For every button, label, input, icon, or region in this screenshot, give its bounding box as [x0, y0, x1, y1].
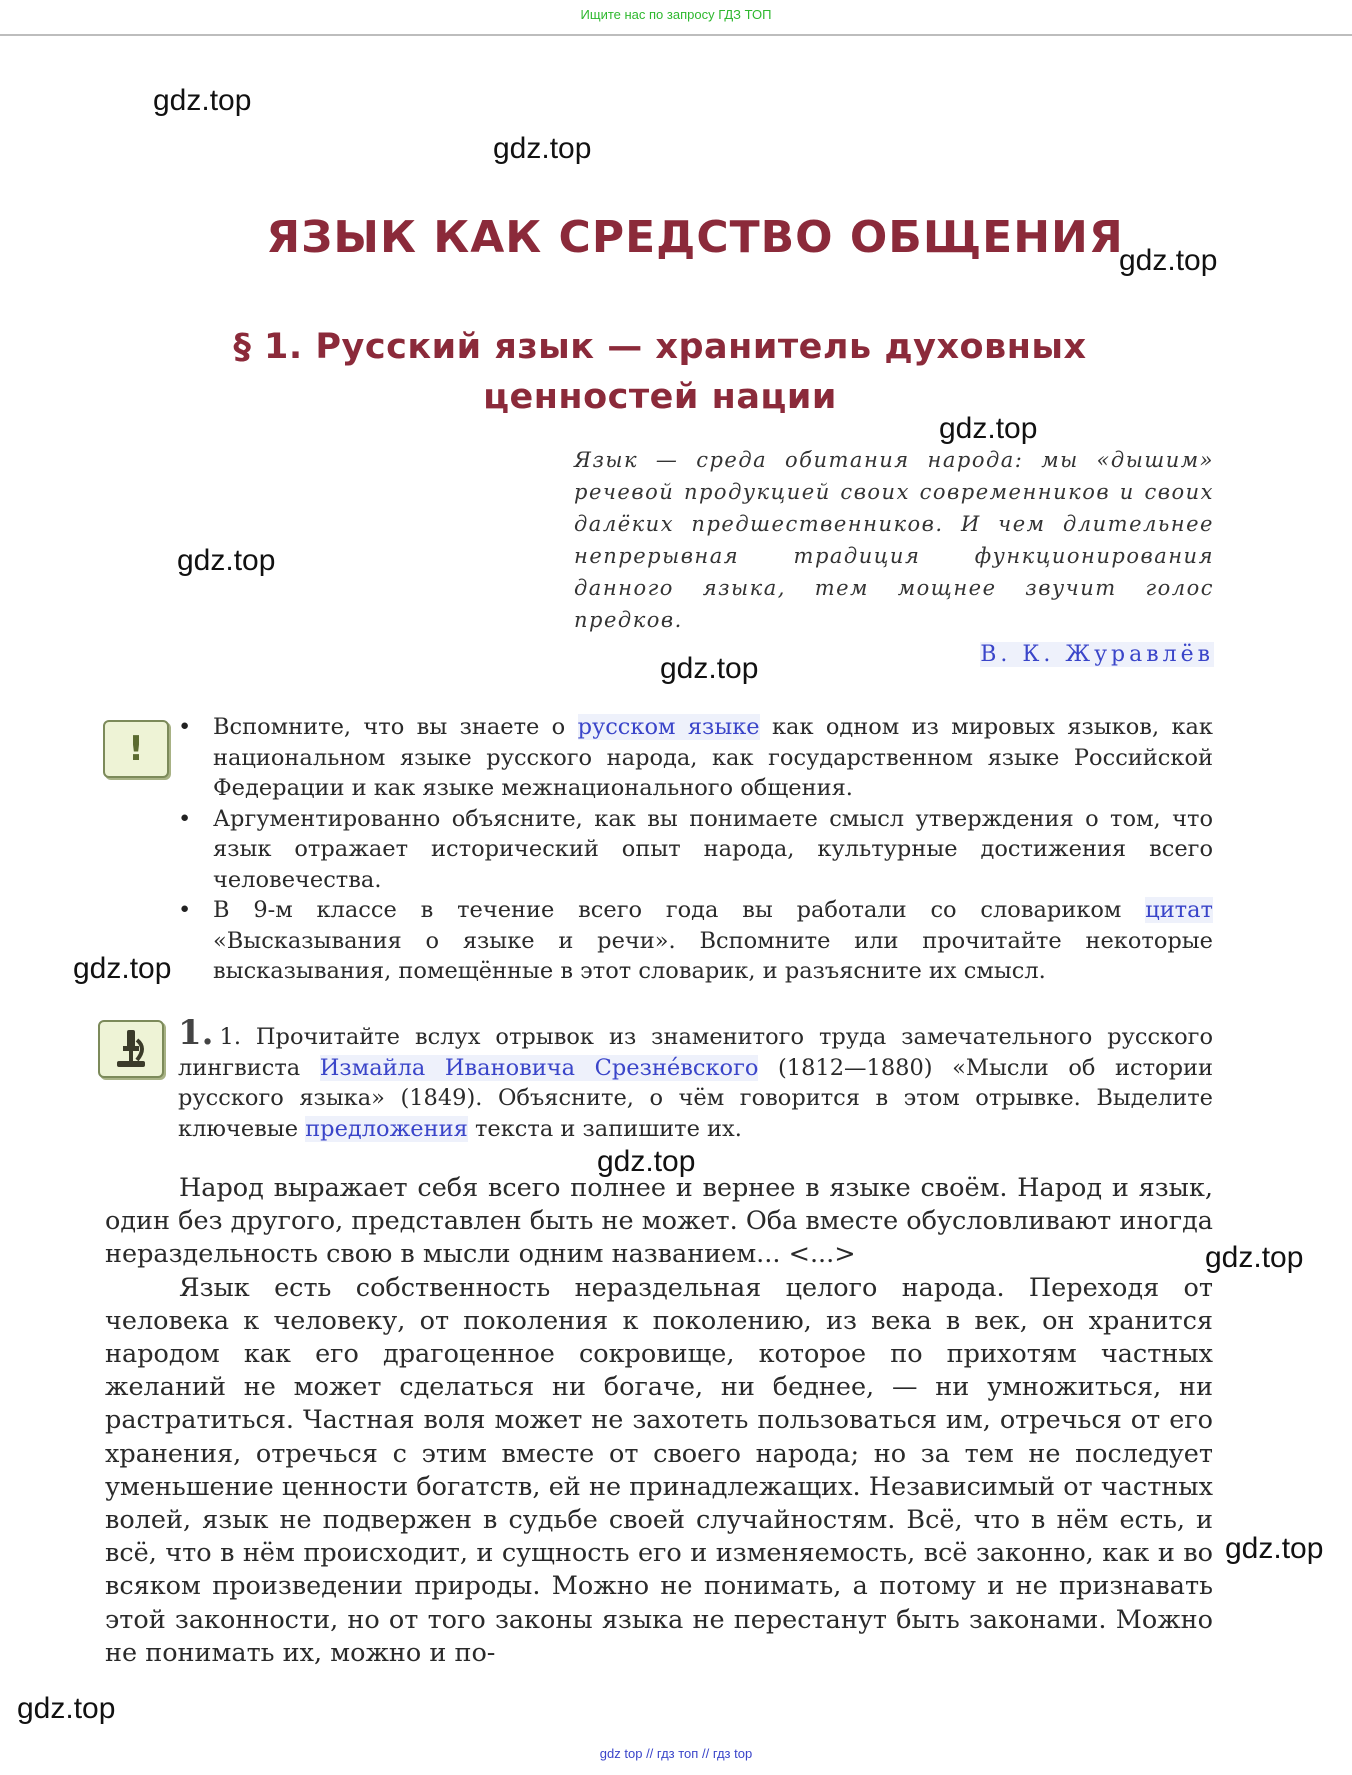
watermark: gdz.top: [177, 544, 276, 577]
watermark: gdz.top: [597, 1145, 696, 1178]
reading-passage: [105, 1172, 1213, 1670]
question-list: [178, 712, 1213, 987]
watermark: gdz.top: [1205, 1241, 1304, 1274]
footer-link[interactable]: гдз топ: [656, 1746, 699, 1761]
link-russian-language[interactable]: русском языке: [577, 714, 760, 740]
chapter-title: ЯЗЫК КАК СРЕДСТВО ОБЩЕНИЯ: [266, 212, 1124, 263]
watermark: gdz.top: [153, 84, 252, 117]
watermark: gdz.top: [493, 132, 592, 165]
task-1: 1. 1. Прочитайте вслух отрывок из знаменитого труда замечательного русского лингвиста Измайла Ивановича Срезне́вского (1812—1880) «Мысли об истории русского языка» (1849). Объясните, о чём говорится в этом отрывке. Выделите ключевые предложения текста и запишите их.: [178, 1013, 1213, 1142]
watermark: gdz.top: [17, 1692, 116, 1725]
watermark: gdz.top: [939, 412, 1038, 445]
footer-links: gdz top // гдз топ // гдз top: [599, 1746, 753, 1761]
attention-icon-glyph: !: [128, 729, 144, 769]
list-item: • Аргументированно объясните, как вы понимаете смысл утверждения о том, что язык отражает исторический опыт народа, культурные достижения всего человечества.: [178, 804, 1213, 896]
top-banner[interactable]: Ищите нас по запросу ГДЗ ТОП: [0, 0, 1352, 36]
microscope-icon: [98, 1020, 164, 1078]
passage-paragraph: Язык есть собственность нераздельная целого народа. Переходя от человека к человеку, от поколения к поколению, из века в век, он хранится народом как его драгоценное сокровище, которое по прихотям частных желаний не может сделаться ни богаче, ни беднее, — ни умножиться, ни растратиться. Частная воля может не захотеть пользоваться им, отречься от его хранения, отречься с этим вместе от своего народа; но за тем не последует уменьшение ценности богатств, ей не принадлежащих. Независимый от частных волей, язык не подвержен в судьбе своей случайностям. Всё, что в нём есть, и всё, что в нём происходит, и сущность его и изменяемость, всё законно, как и во всяком произведении природы. Можно не понимать, а потому и не признавать этой законности, но от того законы языка не перестанут быть законами. Можно не понимать их, можно и по-: [105, 1272, 1213, 1668]
microscope-icon-svg: [111, 1028, 151, 1070]
list-item: • В 9-м классе в течение всего года вы работали со словариком цитат «Высказывания о языке и речи». Вспомните или прочитайте некоторые высказывания, помещённые в этот словарик, и разъясните их смысл.: [178, 895, 1213, 987]
watermark: gdz.top: [1119, 244, 1218, 277]
task-number: 1.: [178, 1013, 214, 1053]
attention-icon: [103, 720, 169, 778]
watermark: gdz.top: [73, 952, 172, 985]
watermark: gdz.top: [660, 652, 759, 685]
link-sreznevsky[interactable]: Измайла Ивановича Срезне́вского: [319, 1054, 759, 1081]
footer-link[interactable]: gdz top: [599, 1746, 643, 1761]
watermark: gdz.top: [1225, 1532, 1324, 1565]
footer-link[interactable]: гдз top: [712, 1746, 753, 1761]
link-sentences[interactable]: предложения: [305, 1115, 468, 1142]
section-title: § 1. Русский язык — хранитель духовных ценностей нации: [233, 327, 1087, 417]
epigraph-author[interactable]: В. К. Журавлёв: [980, 642, 1214, 667]
epigraph-text: Язык — среда обитания народа: мы «дышим» речевой продукцией своих современников и своих далёких предшественников. И чем длительнее непрерывная традиция функционирования данного языка, тем мощнее звучит голос предков.: [574, 448, 1214, 632]
list-item: • Вспомните, что вы знаете о русском языке как одном из мировых языков, как национальном языке русского народа, как государственном языке Российской Федерации и как языке межнационального общения.: [178, 712, 1213, 804]
passage-paragraph: Народ выражает себя всего полнее и вернее в языке своём. Народ и язык, один без другого, представлен быть не может. Оба вместе обусловливают иногда нераздельность свою в мысли одним названием... <...>: [105, 1173, 1213, 1270]
link-quotes[interactable]: цитат: [1145, 897, 1213, 923]
